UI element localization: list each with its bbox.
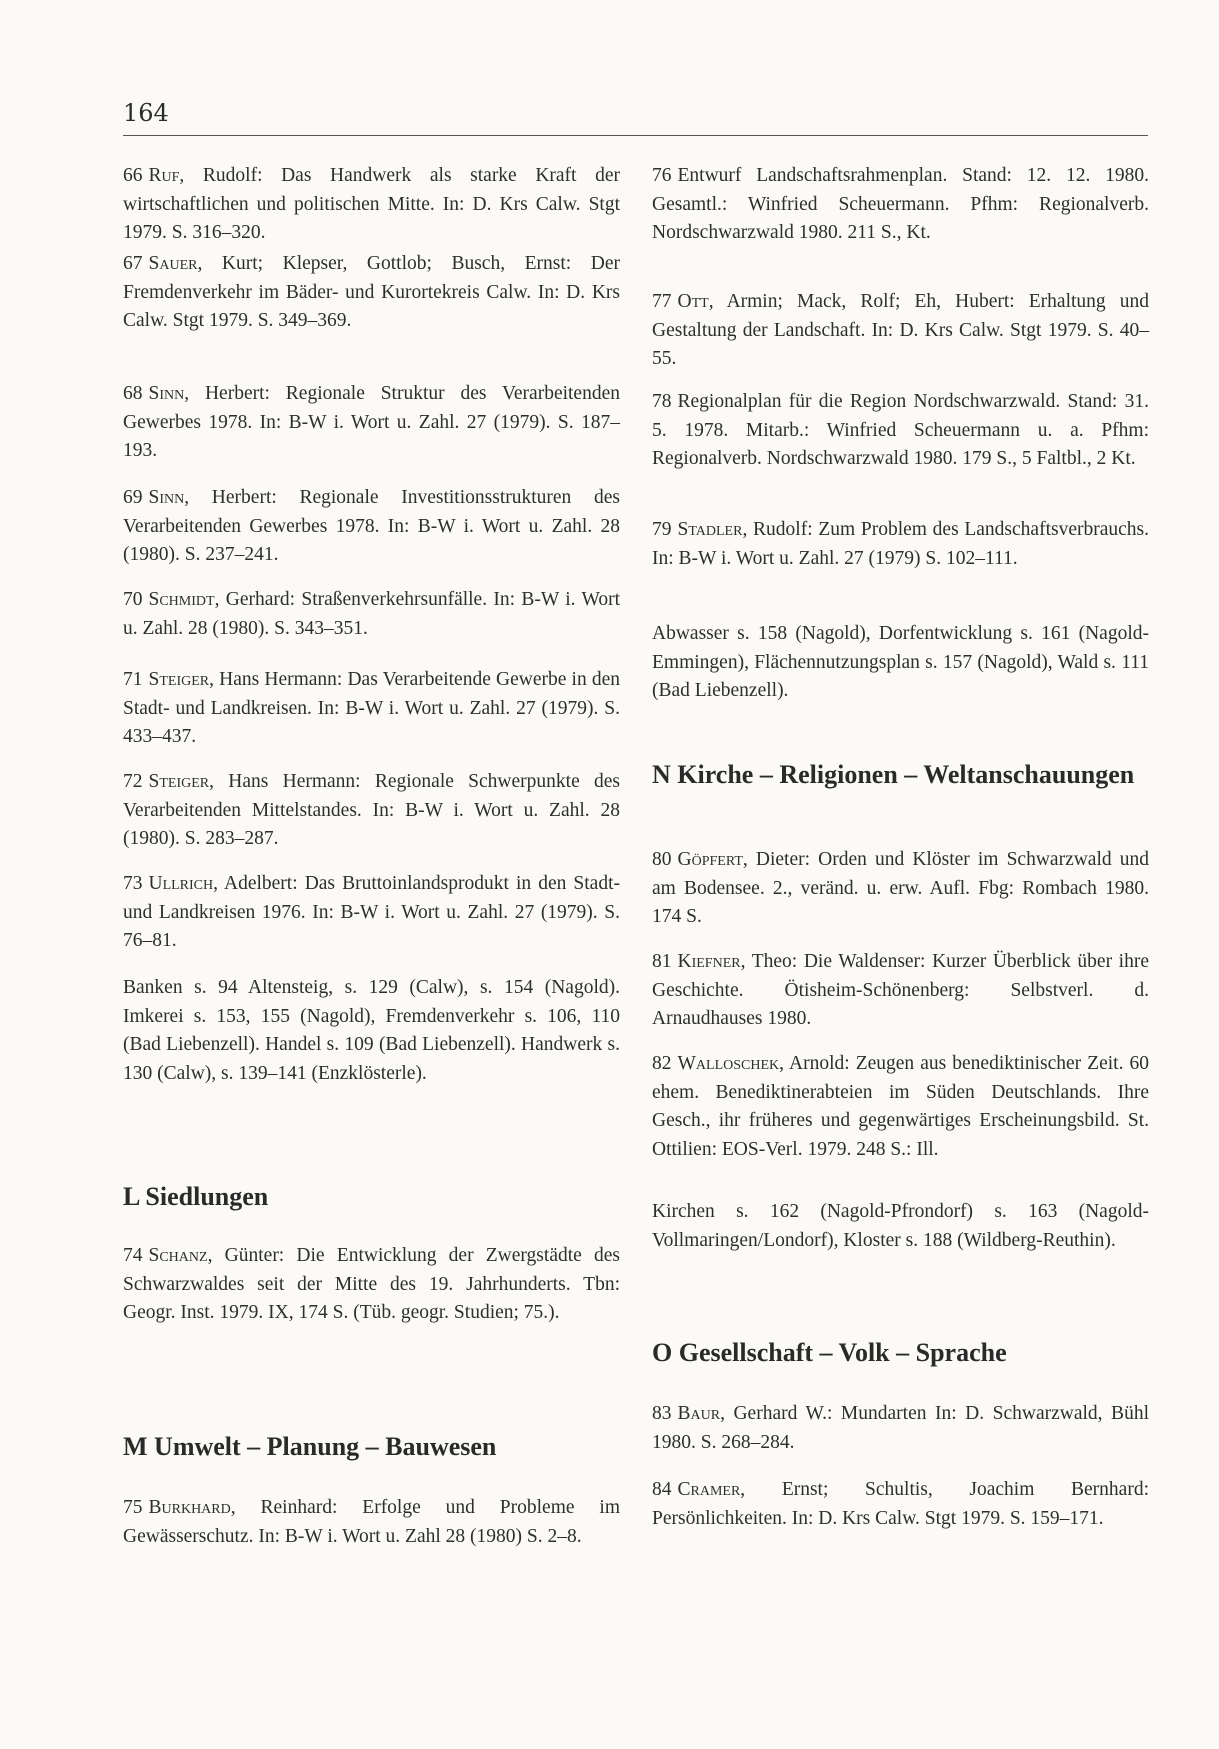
entry-number: 80 xyxy=(652,849,672,870)
author-name: Ullrich xyxy=(148,873,214,894)
entry-text: , Herbert: Regionale Investitionsstrukturen des Verarbeitenden Gewerbes 1978. In: B-W i. Wort u. Zahl. 28 (1980). S. 237–241. xyxy=(123,487,620,565)
entry-number: 76 xyxy=(652,165,672,186)
author-name: Steiger xyxy=(148,669,210,690)
entry-number: 67 xyxy=(123,253,143,274)
entry-number: 78 xyxy=(652,391,672,412)
bib-entry-84 xyxy=(652,1476,1149,1533)
entry-number: 66 xyxy=(123,165,143,186)
entry-number: 69 xyxy=(123,487,143,508)
entry-number: 82 xyxy=(652,1053,672,1074)
entry-number: 72 xyxy=(123,771,143,792)
entry-text: , Hans Hermann: Das Verarbeitende Gewerbe in den Stadt- und Landkreisen. In: B-W i. Wort u. Zahl. 27 (1979). S. 433–437. xyxy=(123,669,620,747)
entry-number: 70 xyxy=(123,589,143,610)
entry-text: , Herbert: Regionale Struktur des Verarbeitenden Gewerbes 1978. In: B-W i. Wort u. Zahl. 27 (1979). S. 187–193. xyxy=(123,383,620,461)
entry-text: , Arnold: Zeugen aus benediktinischer Zeit. 60 ehem. Benediktinerabteien im Süden Deutschlands. Ihre Gesch., ihr früheres und gegenwärtiges Erscheinungsbild. St. Ottilien: EOS-Verl. 1979. 248 S.: Ill. xyxy=(652,1053,1149,1160)
bib-entry-76 xyxy=(652,162,1149,248)
author-name: Ott xyxy=(677,291,709,312)
section-heading-m: M Umwelt – Planung – Bauwesen xyxy=(123,1432,497,1461)
entry-text: , Dieter: Orden und Klöster im Schwarzwald und am Bodensee. 2., veränd. u. erw. Aufl. Fbg: Rombach 1980. 174 S. xyxy=(652,849,1149,927)
entry-text: , Hans Hermann: Regionale Schwerpunkte des Verarbeitenden Mittelstandes. In: B-W i. Wort u. Zahl. 28 (1980). S. 283–287. xyxy=(123,771,620,849)
header-rule xyxy=(123,135,1148,136)
entry-text: , Rudolf: Das Handwerk als starke Kraft der wirtschaftlichen und politischen Mitte. In: D. Krs Calw. Stgt 1979. S. 316–320. xyxy=(123,165,620,243)
entry-number: 71 xyxy=(123,669,143,690)
bib-entry-69 xyxy=(123,484,620,570)
bib-entry-82 xyxy=(652,1050,1149,1164)
entry-text: , Gerhard W.: Mundarten In: D. Schwarzwald, Bühl 1980. S. 268–284. xyxy=(652,1403,1149,1453)
entry-number: 81 xyxy=(652,951,672,972)
crossref-paragraph-m: Abwasser s. 158 (Nagold), Dorfentwicklung s. 161 (Nagold-Emmingen), Flächennutzungsplan s. 157 (Nagold), Wald s. 111 (Bad Liebenzell). xyxy=(652,623,1149,701)
author-name: Sinn xyxy=(148,487,185,508)
entry-number: 73 xyxy=(123,873,143,894)
author-name: Walloschek xyxy=(677,1053,780,1074)
author-name: Baur xyxy=(677,1403,721,1424)
entry-text: , Adelbert: Das Bruttoinlandsprodukt in den Stadt- und Landkreisen 1976. In: B-W i. Wort u. Zahl. 27 (1979). S. 76–81. xyxy=(123,873,620,951)
section-heading-o: O Gesellschaft – Volk – Sprache xyxy=(652,1338,1007,1367)
bib-entry-77 xyxy=(652,288,1149,374)
entry-number: 74 xyxy=(123,1245,143,1266)
author-name: Ruf xyxy=(148,165,180,186)
author-name: Burkhard xyxy=(148,1497,231,1518)
section-heading-l: L Siedlungen xyxy=(123,1182,269,1211)
entry-number: 68 xyxy=(123,383,143,404)
author-name: Kiefner xyxy=(677,951,741,972)
author-name: Schanz xyxy=(148,1245,208,1266)
entry-text: , Reinhard: Erfolge und Probleme im Gewässerschutz. In: B-W i. Wort u. Zahl 28 (1980) S. 2–8. xyxy=(123,1497,620,1547)
bib-entry-75 xyxy=(123,1494,620,1551)
entry-text: Regionalplan für die Region Nordschwarzwald. Stand: 31. 5. 1978. Mitarb.: Winfried Scheuermann u. a. Pfhm: Regionalverb. Nordschwarzwald 1980. 179 S., 5 Faltbl., 2 Kt. xyxy=(652,391,1149,469)
entry-text: , Kurt; Klepser, Gottlob; Busch, Ernst: Der Fremdenverkehr im Bäder- und Kurortekreis Calw. In: D. Krs Calw. Stgt 1979. S. 349–369. xyxy=(123,253,620,331)
entry-text: , Rudolf: Zum Problem des Landschaftsverbrauchs. In: B-W i. Wort u. Zahl. 27 (1979) S. 102–111. xyxy=(652,519,1149,569)
bib-entry-83 xyxy=(652,1400,1149,1457)
author-name: Schmidt xyxy=(148,589,215,610)
crossref-paragraph: Banken s. 94 Altensteig, s. 129 (Calw), s. 154 (Nagold). Imkerei s. 153, 155 (Nagold), Fremdenverkehr s. 106, 110 (Bad Liebenzell). Handel s. 109 (Bad Liebenzell). Handwerk s. 130 (Calw), s. 139–141 (Enzklösterle). xyxy=(123,977,620,1084)
entry-text: , Gerhard: Straßenverkehrsunfälle. In: B-W i. Wort u. Zahl. 28 (1980). S. 343–351. xyxy=(123,589,620,639)
bib-entry-80 xyxy=(652,846,1149,932)
entry-text: , Armin; Mack, Rolf; Eh, Hubert: Erhaltung und Gestaltung der Landschaft. In: D. Krs Calw. Stgt 1979. S. 40–55. xyxy=(652,291,1149,369)
entry-number: 84 xyxy=(652,1479,672,1500)
section-heading-n: N Kirche – Religionen – Weltanschauungen xyxy=(652,760,1135,789)
author-name: Göpfert xyxy=(677,849,743,870)
page-number: 164 xyxy=(123,99,169,127)
bib-entry-78 xyxy=(652,388,1149,474)
bib-entry-72 xyxy=(123,768,620,854)
bib-entry-68 xyxy=(123,380,620,466)
entry-number: 79 xyxy=(652,519,672,540)
bib-entry-81 xyxy=(652,948,1149,1034)
entry-text: Entwurf Landschaftsrahmenplan. Stand: 12. 12. 1980. Gesamtl.: Winfried Scheuermann. Pfhm: Regionalverb. Nordschwarzwald 1980. 211 S., Kt. xyxy=(652,165,1149,243)
author-name: Sauer xyxy=(148,253,198,274)
bib-entry-66 xyxy=(123,162,620,248)
bib-entry-73 xyxy=(123,870,620,956)
entry-text: , Günter: Die Entwicklung der Zwergstädte des Schwarzwaldes seit der Mitte des 19. Jahrhunderts. Tbn: Geogr. Inst. 1979. IX, 174 S. (Tüb. geogr. Studien; 75.). xyxy=(123,1245,620,1323)
entry-text: , Ernst; Schultis, Joachim Bernhard: Persönlichkeiten. In: D. Krs Calw. Stgt 1979. S. 159–171. xyxy=(652,1479,1149,1529)
author-name: Stadler xyxy=(677,519,743,540)
author-name: Steiger xyxy=(148,771,210,792)
entry-number: 83 xyxy=(652,1403,672,1424)
bib-entry-74 xyxy=(123,1242,620,1328)
entry-text: , Theo: Die Waldenser: Kurzer Überblick über ihre Geschichte. Ötisheim-Schönenberg: Selbstverl. d. Arnaudhauses 1980. xyxy=(652,951,1149,1029)
entry-number: 77 xyxy=(652,291,672,312)
bib-entry-67 xyxy=(123,250,620,336)
bib-entry-70 xyxy=(123,586,620,643)
author-name: Cramer xyxy=(677,1479,741,1500)
bib-entry-71 xyxy=(123,666,620,752)
author-name: Sinn xyxy=(148,383,185,404)
entry-number: 75 xyxy=(123,1497,143,1518)
crossref-paragraph-n: Kirchen s. 162 (Nagold-Pfrondorf) s. 163 (Nagold-Vollmaringen/Londorf), Kloster s. 188 (Wildberg-Reuthin). xyxy=(652,1201,1149,1251)
bib-entry-79 xyxy=(652,516,1149,573)
